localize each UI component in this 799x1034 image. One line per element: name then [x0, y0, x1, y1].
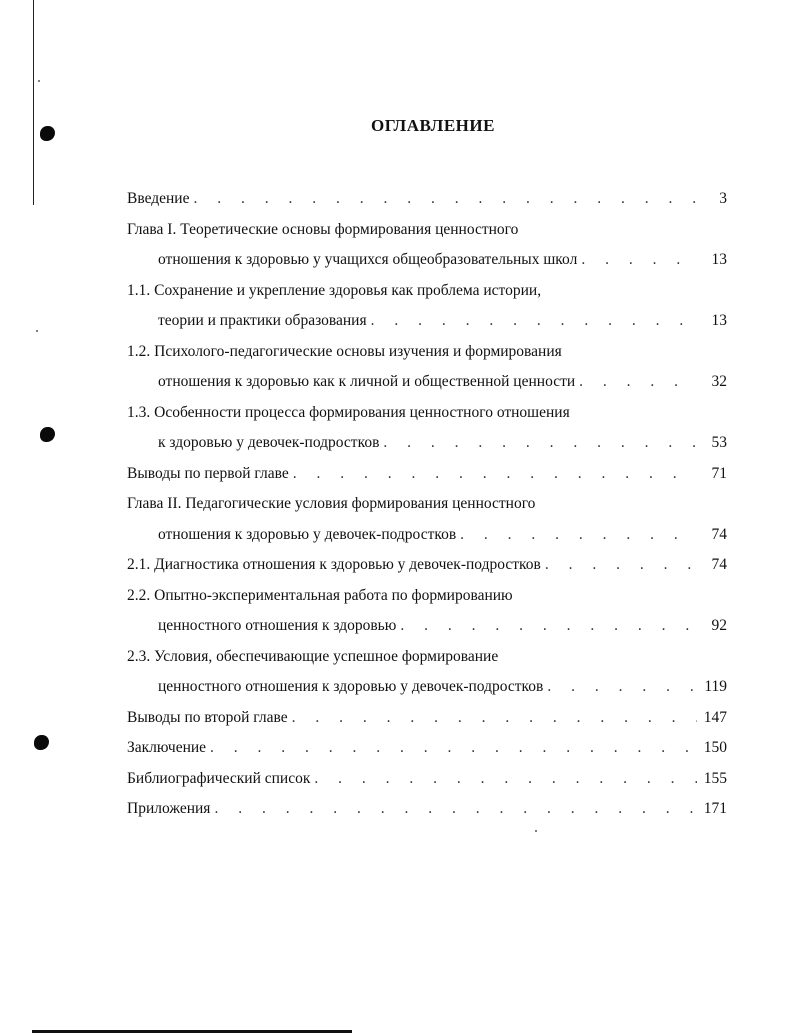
toc-entry-text: к здоровью у девочек-подростков	[158, 434, 380, 451]
toc-entry-text: Глава II. Педагогические условия формирования ценностного	[127, 495, 536, 512]
toc-entry-text: Приложения	[127, 800, 211, 817]
dot-leader	[371, 306, 697, 337]
toc-entry-text: 2.1. Диагностика отношения к здоровью у девочек-подростков	[127, 556, 541, 573]
toc-page-number: 13	[711, 312, 727, 329]
dot-leader	[193, 184, 697, 215]
toc-entry-continuation-line	[127, 306, 727, 337]
toc-entry-heading-line	[127, 794, 727, 825]
toc-page-number: 150	[703, 739, 727, 756]
toc-page-number: 71	[711, 464, 727, 482]
dot-leader	[581, 245, 697, 276]
toc-page-number: 155	[703, 769, 727, 787]
toc-entry-continuation-line	[127, 245, 727, 276]
toc-entry[interactable]	[127, 642, 727, 703]
dot-leader	[545, 550, 697, 581]
toc-entry-text: 1.3. Особенности процесса формирования ценностного отношения	[127, 403, 570, 421]
scan-speck	[535, 830, 537, 832]
dot-leader	[383, 428, 697, 459]
dot-leader	[293, 459, 697, 490]
toc-entry-text: Выводы по первой главе	[127, 464, 289, 482]
toc-entry[interactable]	[127, 794, 727, 825]
toc-entry-heading-line	[127, 459, 727, 490]
scan-speck	[38, 80, 40, 82]
punch-hole-mark	[34, 735, 49, 750]
toc-entry[interactable]	[127, 276, 727, 337]
toc-page-number: 53	[711, 434, 727, 451]
toc-entry-continuation-line	[127, 672, 727, 703]
toc-entry-text: Библиографический список	[127, 769, 311, 787]
scan-bottom-edge	[32, 1030, 352, 1033]
toc-entry[interactable]	[127, 398, 727, 459]
dot-leader	[214, 794, 697, 825]
dot-leader	[579, 367, 697, 398]
toc-page-number: 147	[703, 708, 727, 726]
toc-entry[interactable]	[127, 703, 727, 734]
toc-entry[interactable]	[127, 764, 727, 795]
scan-margin-line	[33, 0, 34, 205]
dot-leader	[314, 764, 697, 795]
toc-entry-heading-line	[127, 764, 727, 795]
toc-entry[interactable]	[127, 184, 727, 215]
dot-leader	[292, 703, 697, 734]
toc-page-number: 119	[704, 678, 727, 695]
toc-entry-text: Заключение	[127, 739, 207, 756]
toc-entry-heading-line	[127, 184, 727, 215]
toc-entry-text: отношения к здоровью у девочек-подростков	[158, 525, 457, 543]
toc-entry-text: Выводы по второй главе	[127, 708, 288, 726]
toc-entry-heading-line	[127, 642, 727, 673]
scan-speck	[36, 330, 38, 332]
toc-page-number: 13	[711, 251, 727, 268]
toc-entry-heading-line	[127, 581, 727, 612]
toc-page-number: 74	[711, 556, 727, 573]
toc-entry[interactable]	[127, 733, 727, 764]
toc-entry-text: 1.1. Сохранение и укрепление здоровья как проблема истории,	[127, 281, 542, 299]
toc-page-number: 171	[703, 800, 727, 817]
dot-leader	[460, 520, 697, 551]
toc-entry-heading-line	[127, 398, 727, 429]
toc-entry-text: ценностного отношения к здоровью	[158, 617, 397, 634]
toc-entry-heading-line	[127, 215, 727, 246]
toc-entry-heading-line	[127, 703, 727, 734]
toc-entry-text: ценностного отношения к здоровью у девочек-подростков	[158, 678, 544, 695]
toc-page-number: 32	[711, 373, 727, 390]
toc-entry-text: теории и практики образования	[158, 312, 367, 329]
toc-entry-heading-line	[127, 733, 727, 764]
toc-page-number: 92	[711, 617, 727, 634]
toc-entry-continuation-line	[127, 428, 727, 459]
dot-leader	[400, 611, 697, 642]
toc-entry-continuation-line	[127, 611, 727, 642]
dot-leader	[210, 733, 697, 764]
toc-entry-text: Глава I. Теоретические основы формирования ценностного	[127, 220, 519, 238]
toc-entry-heading-line	[127, 550, 727, 581]
toc-page-number: 74	[711, 525, 727, 543]
toc-entry-text: отношения к здоровью у учащихся общеобразовательных школ	[158, 251, 578, 268]
toc-entry-continuation-line	[127, 367, 727, 398]
toc-entry[interactable]	[127, 550, 727, 581]
toc-title: ОГЛАВЛЕНИЕ	[371, 116, 495, 135]
toc-entry[interactable]	[127, 337, 727, 398]
dot-leader	[547, 672, 697, 703]
toc-entry-heading-line	[127, 337, 727, 368]
punch-hole-mark	[40, 427, 55, 442]
toc-entry[interactable]	[127, 489, 727, 550]
toc-page-number: 3	[719, 190, 727, 207]
toc-entry[interactable]	[127, 215, 727, 276]
toc-entry[interactable]	[127, 581, 727, 642]
toc-entry[interactable]	[127, 459, 727, 490]
toc-entry-text: 1.2. Психолого-педагогические основы изучения и формирования	[127, 342, 562, 360]
toc-entry-text: Введение	[127, 190, 190, 207]
toc-entry-heading-line	[127, 276, 727, 307]
toc-entry-text: отношения к здоровью как к личной и общественной ценности	[158, 373, 576, 390]
toc-entry-heading-line	[127, 489, 727, 520]
table-of-contents	[127, 184, 727, 825]
toc-entry-text: 2.2. Опытно-экспериментальная работа по формированию	[127, 586, 513, 604]
toc-entry-text: 2.3. Условия, обеспечивающие успешное формирование	[127, 647, 499, 665]
toc-entry-continuation-line	[127, 520, 727, 551]
